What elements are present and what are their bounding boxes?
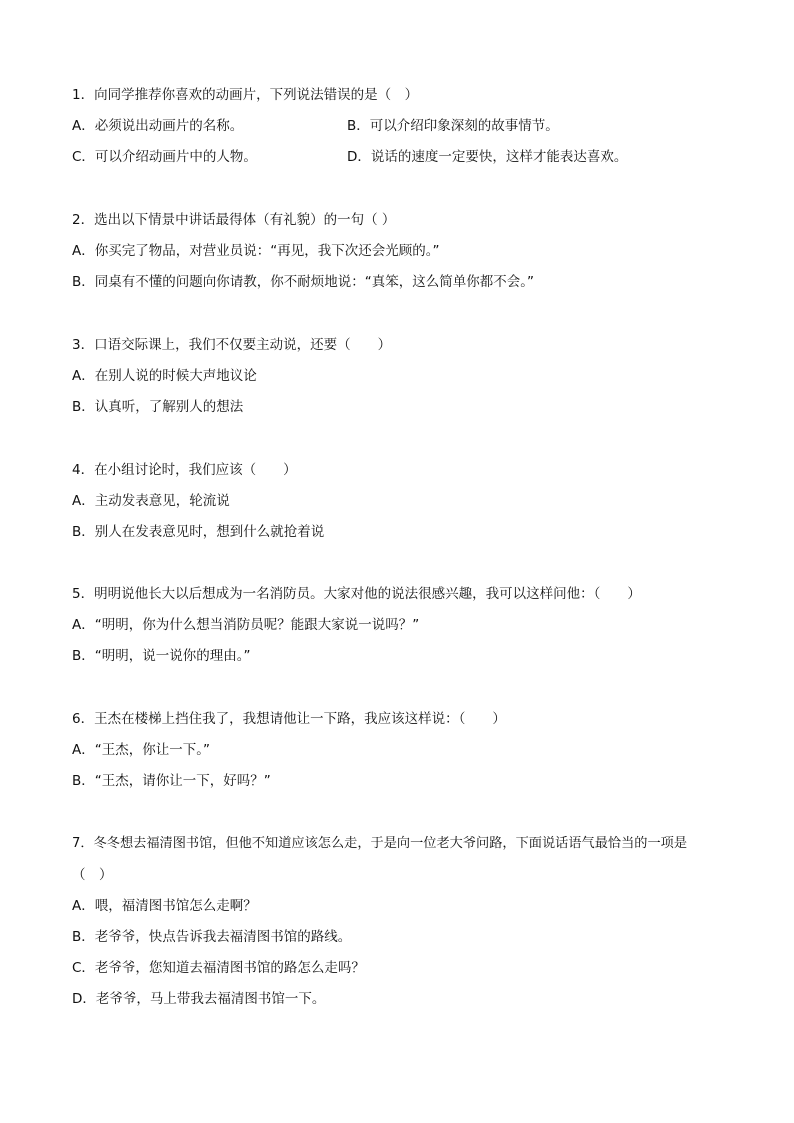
- question-4-stem: 4．在小组讨论时，我们应该（ ）: [72, 462, 297, 478]
- question-4-option-b: B．别人在发表意见时，想到什么就抢着说: [72, 524, 325, 540]
- question-5-option-a: A．“明明，你为什么想当消防员呢？能跟大家说一说吗？”: [72, 617, 420, 633]
- question-6-option-b: B．“王杰，请你让一下，好吗？”: [72, 773, 271, 789]
- question-6-stem: 6．王杰在楼梯上挡住我了，我想请他让一下路，我应该这样说：（ ）: [72, 711, 506, 727]
- question-4-option-a: A．主动发表意见，轮流说: [72, 493, 230, 509]
- question-2-option-a: A．你买完了物品，对营业员说：“再见，我下次还会光顾的。”: [72, 243, 440, 259]
- question-2-option-b: B．同桌有不懂的问题向你请教，你不耐烦地说：“真笨，这么简单你都不会。”: [72, 274, 534, 290]
- question-7-option-c: C．老爷爷，您知道去福清图书馆的路怎么走吗？: [72, 960, 365, 976]
- question-1-option-c: C．可以介绍动画片中的人物。: [72, 149, 257, 165]
- question-7-option-a: A．喂，福清图书馆怎么走啊？: [72, 898, 257, 914]
- question-3-option-a: A．在别人说的时候大声地议论: [72, 368, 257, 384]
- question-1-stem: 1．向同学推荐你喜欢的动画片，下列说法错误的是（ ）: [72, 87, 419, 103]
- question-7-option-d: D．老爷爷，马上带我去福清图书馆一下。: [72, 991, 326, 1007]
- question-7-stem-continued: （ ）: [72, 867, 113, 883]
- question-2-stem: 2．选出以下情景中讲话最得体（有礼貌）的一句（ ）: [72, 212, 396, 228]
- question-1-option-d: D．说话的速度一定要快，这样才能表达喜欢。: [347, 149, 628, 165]
- question-1-option-a: A．必须说出动画片的名称。: [72, 118, 244, 134]
- question-6-option-a: A．“王杰，你让一下。”: [72, 742, 210, 758]
- question-1-option-b: B．可以介绍印象深刻的故事情节。: [347, 118, 559, 134]
- question-5-option-b: B．“明明，说一说你的理由。”: [72, 648, 251, 664]
- question-3-stem: 3．口语交际课上，我们不仅要主动说，还要（ ）: [72, 337, 392, 353]
- question-3-option-b: B．认真听，了解别人的想法: [72, 399, 244, 415]
- question-7-stem: 7．冬冬想去福清图书馆，但他不知道应该怎么走，于是向一位老大爷问路，下面说话语气最恰当的一项是: [72, 836, 688, 851]
- question-5-stem: 5．明明说他长大以后想成为一名消防员。大家对他的说法很感兴趣，我可以这样问他：（ ）: [72, 586, 641, 602]
- question-7-option-b: B．老爷爷，快点告诉我去福清图书馆的路线。: [72, 929, 352, 945]
